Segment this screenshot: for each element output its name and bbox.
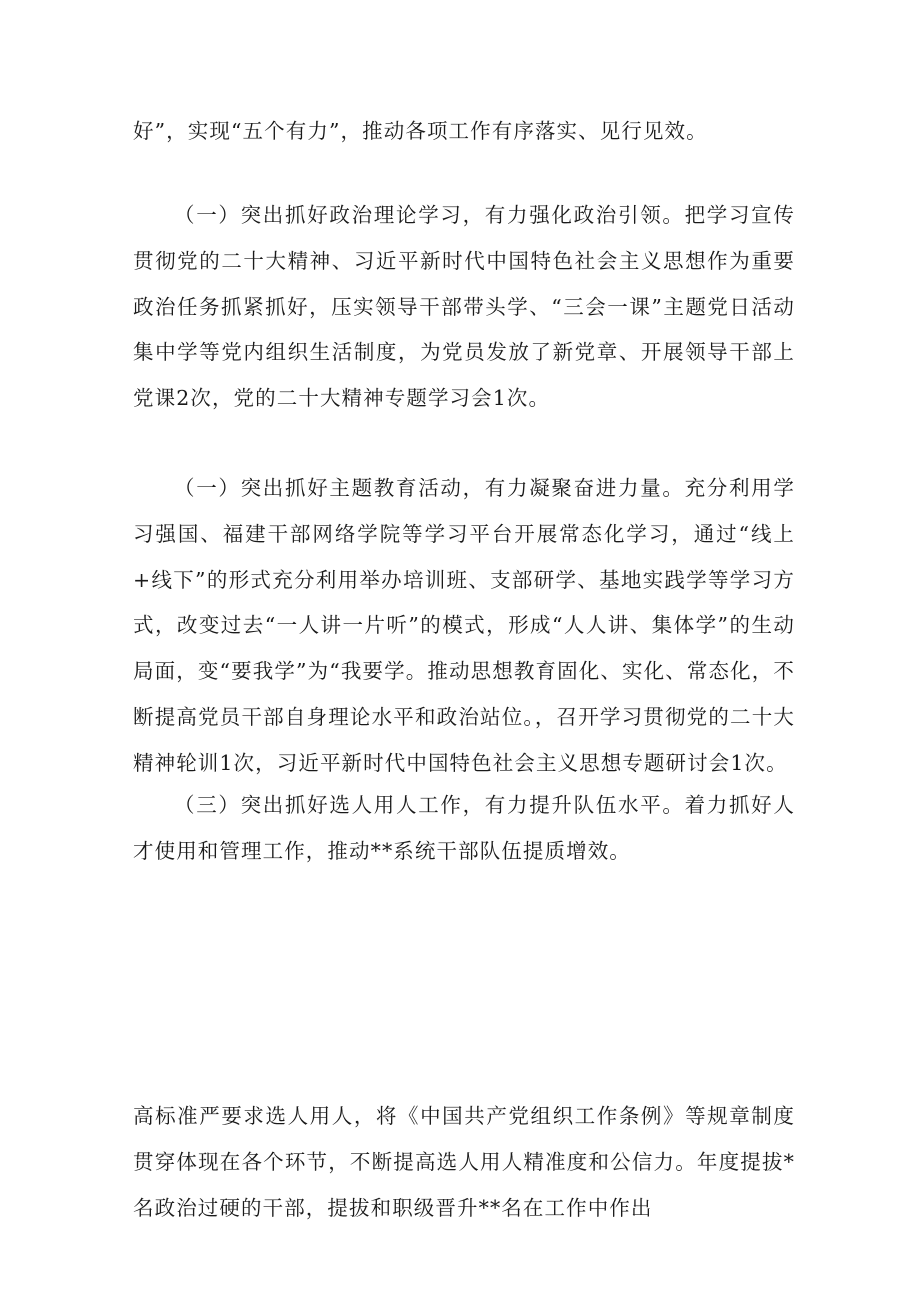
paragraph-political-theory-study: （一）突出抓好政治理论学习，有力强化政治引领。把学习宣传贯彻党的二十大精神、习近平新时代中国特色社会主义思想作为重要政治任务抓紧抓好，压实领导干部带头学、“三会一课”主题党日活动集中学等党内组织生活制度，为党员发放了新党章、开展领导干部上党课2次，党的二十大精神专题学习会1次。 [133,203,795,411]
paragraph-theme-education: （一）突出抓好主题教育活动，有力凝聚奋进力量。充分利用学习强国、福建干部网络学院等学习平台开展常态化学习，通过“线上+线下”的形式充分利用举办培训班、支部研学、基地实践学等学习方式，改变过去“一人讲一片听”的模式，形成“人人讲、集体学”的生动局面，变“要我学”为“我要学。推动思想教育固化、实化、常态化，不断提高党员干部自身理论水平和政治站位。，召开学习贯彻党的二十大精神轮训1次，习近平新时代中国特色社会主义思想专题研讨会1次。 [133,476,795,775]
paragraph-personnel-selection: （三）突出抓好选人用人工作，有力提升队伍水平。着力抓好人才使用和管理工作，推动**系统干部队伍提质增效。 [133,793,795,863]
paragraph-selection-standards: 高标准严要求选人用人，将《中国共产党组织工作条例》等规章制度贯穿体现在各个环节，不断提高选人用人精准度和公信力。年度提拔*名政治过硬的干部，提拔和职级晋升**名在工作中作出 [133,1104,795,1220]
paragraph-continuation: 好”，实现“五个有力”，推动各项工作有序落实、见行见效。 [133,119,708,143]
